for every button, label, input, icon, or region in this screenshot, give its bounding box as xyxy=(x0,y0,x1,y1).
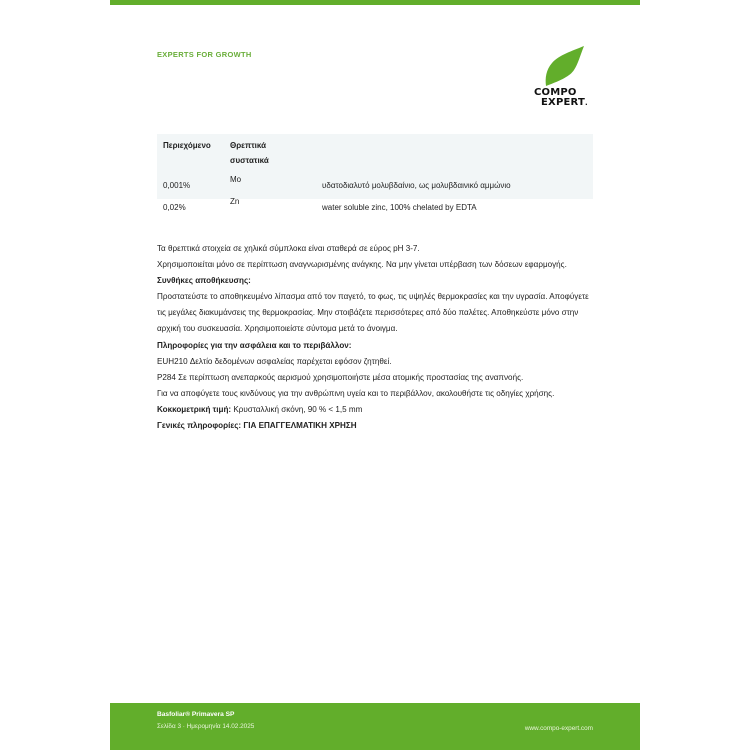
safety-heading: Πληροφορίες για την ασφάλεια και το περιβάλλον: xyxy=(157,340,352,350)
page-footer xyxy=(110,703,640,750)
footer-website-link[interactable]: www.compo-expert.com xyxy=(524,725,593,732)
header-nutrients-line2: συστατικά xyxy=(230,156,269,165)
leaf-icon xyxy=(544,46,584,88)
safety-p284: P284 Σε περίπτωση ανεπαρκούς αερισμού χρησιμοποιήστε μέσα ατομικής προστασίας της αναπνοής. xyxy=(157,372,524,382)
storage-text: Προστατεύστε το αποθηκευμένο λίπασμα από τον παγετό, το φως, τις υψηλές θερμοκρασίες και την υγρασία. Αποφύγετε τις μεγάλες διακυμάνσεις της θερμοκρασίας. Μην στοιβάζετε περισσότερες από δύο παλέτες. Αποθηκεύστε μόνο στην αρχική του συσκευασία. Χρησιμοποιείστε σύντομα μετά το άνοιγμα. xyxy=(157,292,589,334)
granulometry xyxy=(157,402,597,418)
row-1-nutrient: Mo xyxy=(230,175,242,184)
general-info-value: ΓΙΑ ΕΠΑΓΓΕΛΜΑΤΙΚΗ ΧΡΗΣΗ xyxy=(241,421,357,431)
row-1-description: υδατοδιαλυτό μολυβδαίνιο, ως μολυβδαινικό αμμώνιο xyxy=(322,181,511,190)
top-brand-band xyxy=(110,0,640,5)
row-2-nutrient: Zn xyxy=(230,197,240,206)
paragraph-usage: Χρησιμοποιείται μόνο σε περίπτωση αναγνωρισμένης ανάγκης. Να μην γίνεται υπέρβαση των δόσεων εφαρμογής. xyxy=(157,260,567,270)
header-nutrients-line1: Θρεπτικά xyxy=(230,141,266,150)
table-header-and-row-1 xyxy=(157,134,593,199)
table-row-2 xyxy=(157,199,593,218)
row-2-description: water soluble zinc, 100% chelated by EDTA xyxy=(322,203,477,212)
tagline: EXPERTS FOR GROWTH xyxy=(157,50,252,59)
general-info-label: Γενικές πληροφορίες: xyxy=(157,421,242,431)
row-1-content: 0,001% xyxy=(163,181,191,190)
general-info xyxy=(157,418,597,434)
document-page xyxy=(110,0,640,750)
granulometry-label: Κοκκομετρική τιμή: xyxy=(157,404,232,414)
footer-product-name: Basfoliar® Primavera SP xyxy=(157,711,235,718)
safety-euh210: EUH210 Δελτίο δεδομένων ασφαλείας παρέχεται εφόσον ζητηθεί. xyxy=(157,356,392,366)
nutrient-table xyxy=(157,134,593,218)
compo-expert-logo xyxy=(534,46,596,112)
safety-instructions: Για να αποφύγετε τους κινδύνους για την ανθρώπινη υγεία και το περιβάλλον, ακολουθήστε τις οδηγίες χρήσης. xyxy=(157,388,555,398)
footer-page-info: Σελίδα 3 · Ημερομηνία 14.02.2025 xyxy=(157,723,255,730)
logo-line-1: COMPO xyxy=(534,87,577,98)
body-text xyxy=(157,241,597,434)
logo-wordmark xyxy=(534,88,588,108)
header-content: Περιεχόμενο xyxy=(163,141,211,150)
row-2-content: 0,02% xyxy=(163,203,186,212)
logo-line-2: EXPERT. xyxy=(541,97,588,108)
storage-heading: Συνθήκες αποθήκευσης: xyxy=(157,276,251,286)
paragraph-ph-range: Τα θρεπτικά στοιχεία σε χηλικά σύμπλοκα είναι σταθερά σε εύρος pH 3-7. xyxy=(157,244,420,253)
granulometry-value: Κρυσταλλική σκόνη, 90 % < 1,5 mm xyxy=(231,404,363,414)
